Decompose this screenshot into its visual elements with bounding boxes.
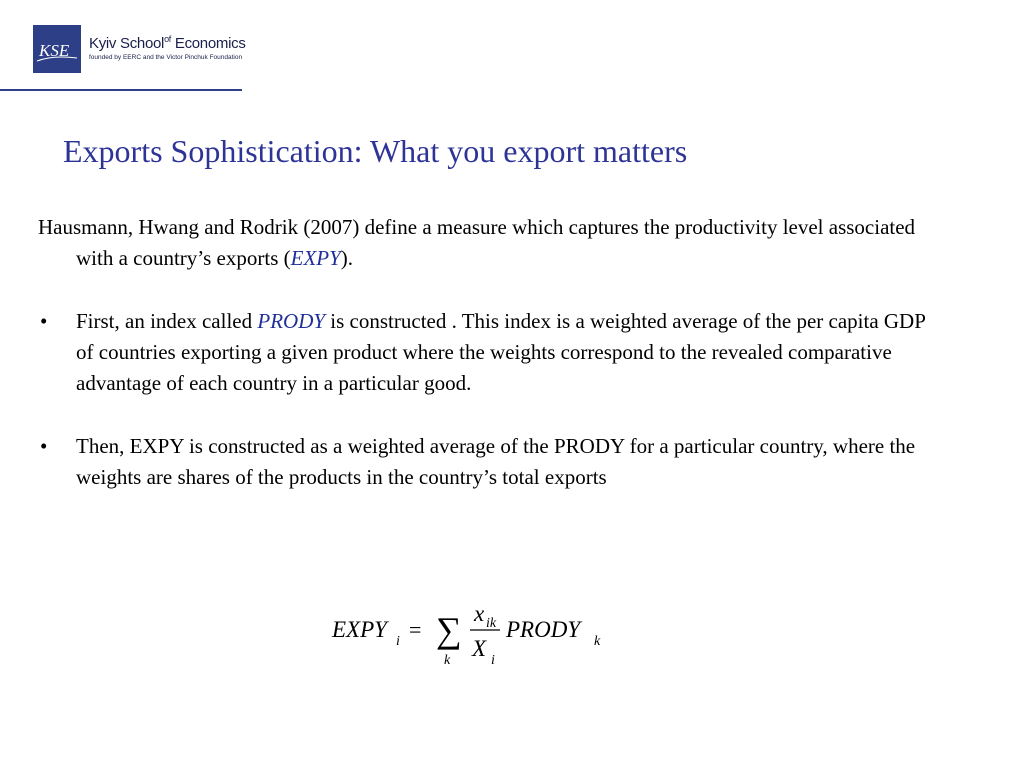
header-rule (0, 89, 242, 91)
formula-sum: ∑ (436, 610, 462, 650)
logo-subtitle: founded by EERC and the Victor Pinchuk Foundation (89, 54, 243, 61)
prody-term: PRODY (257, 309, 326, 333)
kse-logo (33, 24, 253, 76)
formula-lhs: EXPY (332, 617, 387, 642)
formula-lhs-sub: i (396, 634, 400, 649)
bullet-mark: • (40, 434, 48, 458)
logo-mark-text: KSE (39, 41, 70, 60)
kse-logo-mark (33, 25, 81, 73)
bullet-mark: • (40, 309, 48, 333)
slide-body (38, 212, 938, 493)
formula-denominator: X (472, 636, 487, 661)
intro-paragraph: Hausmann, Hwang and Rodrik (2007) define a measure which captures the productivity level associated with a country’s exports (EXPY). (38, 215, 916, 270)
formula-sum-sub: k (444, 653, 451, 668)
logo-name: Kyiv School$^{of}$ Economics (89, 34, 246, 52)
formula-rhs: PRODY (506, 617, 581, 642)
formula-denominator-sub: i (491, 653, 495, 668)
formula-equals: = (409, 617, 422, 642)
bullet-item-expy: • Then, EXPY is constructed as a weighted average of the PRODY for a particular country, where the weights are shares of the products in the country’s total exports (38, 431, 938, 493)
formula-numerator-sub: ik (486, 616, 497, 631)
expy-term: EXPY (290, 246, 341, 270)
formula-numerator: x (474, 601, 485, 626)
formula-rhs-sub: k (594, 634, 601, 649)
slide-title: Exports Sophistication: What you export matters (63, 133, 688, 169)
expy-formula (332, 600, 612, 670)
bullet-item-prody: • First, an index called PRODY is constructed . This index is a weighted average of the per capita GDP of countries exporting a given product where the weights correspond to the revealed comparative advantage of each country in a particular good. (38, 306, 938, 399)
